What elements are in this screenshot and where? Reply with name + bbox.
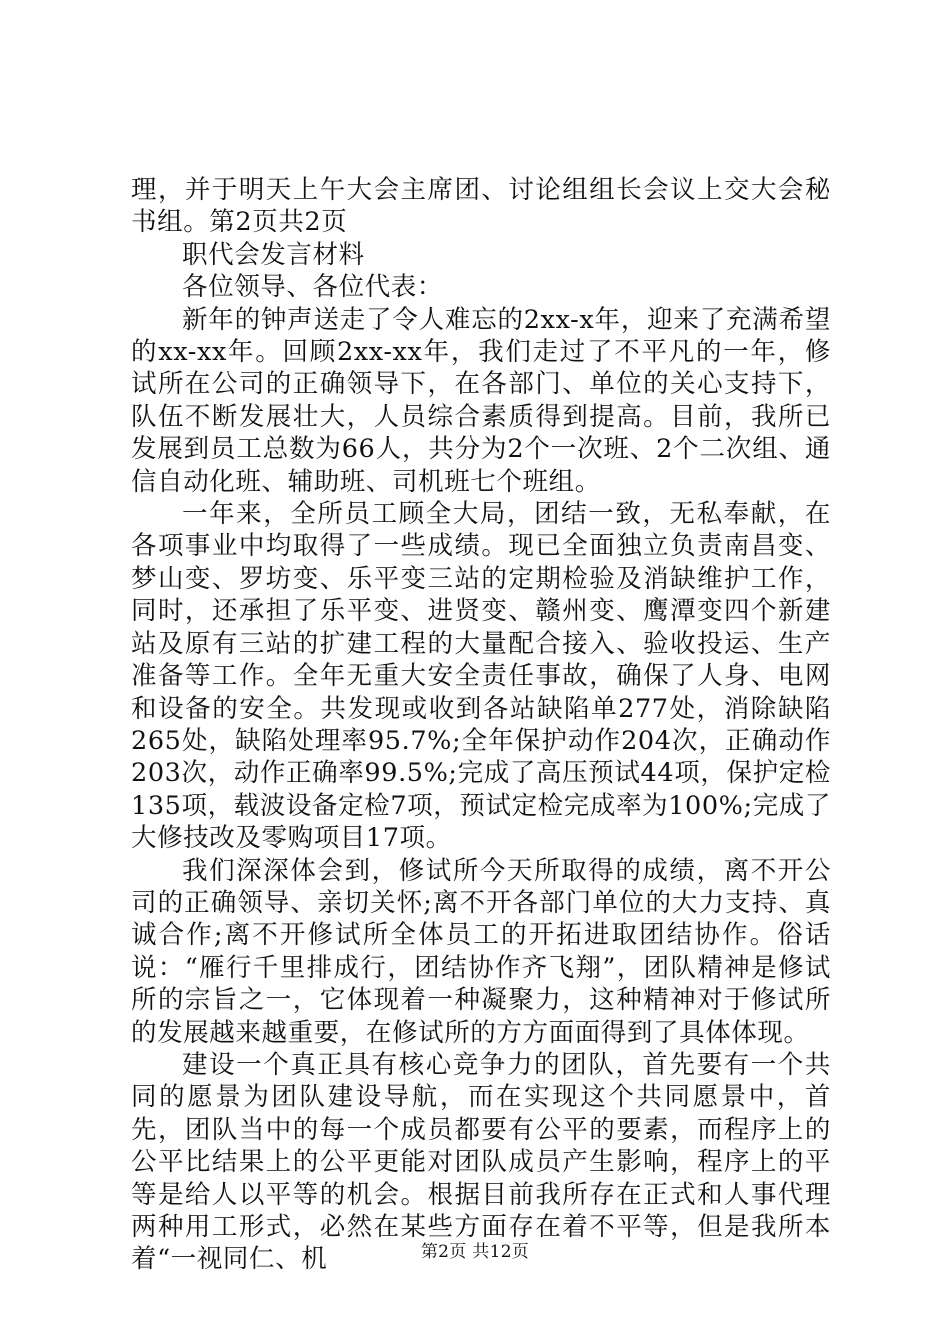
paragraph-team-building: 建设一个真正具有核心竞争力的团队，首先要有一个共同的愿景为团队建设导航，而在实现这个共同愿景中，首先，团队当中的每一个成员都要有公平的要素，而程序上的公平比结果上的公平更能对团队成员产生影响，程序上的平等是给人以平等的机会。根据目前我所存在正式和人事代理两种用工形式，必然在某些方面存在着不平等，但是我所本着“一视同仁、机 — [131, 1049, 831, 1275]
document-body — [131, 174, 831, 1276]
page-footer: 第2页 共12页 — [420, 1242, 530, 1262]
paragraph-team-spirit: 我们深深体会到，修试所今天所取得的成绩，离不开公司的正确领导、亲切关怀;离不开各部门单位的大力支持、真诚合作;离不开修试所全体员工的开拓进取团结协作。俗话说：“雁行千里排成行，团结协作齐飞翔”，团队精神是修试所的宗旨之一，它体现着一种凝聚力，这种精神对于修试所的发展越来越重要，在修试所的方方面面得到了具体体现。 — [131, 855, 831, 1048]
paragraph-continuation: 理，并于明天上午大会主席团、讨论组组长会议上交大会秘书组。第2页共2页 — [131, 175, 831, 238]
paragraph-new-year-review: 新年的钟声送走了令人难忘的2xx-x年，迎来了充满希望的xx-xx年。回顾2xx-xx年，我们走过了不平凡的一年，修试所在公司的正确领导下，在各部门、单位的关心支持下，队伍不断发展壮大，人员综合素质得到提高。目前，我所已发展到员工总数为66人，共分为2个一次班、2个二次组、通信自动化班、辅助班、司机班七个班组。 — [131, 304, 831, 497]
speech-title: 职代会发言材料 — [182, 239, 365, 270]
paragraph-achievements: 一年来，全所员工顾全大局，团结一致，无私奉献，在各项事业中均取得了一些成绩。现已全面独立负责南昌变、梦山变、罗坊变、乐平变三站的定期检验及消缺维护工作，同时，还承担了乐平变、进贤变、赣州变、鹰潭变四个新建站及原有三站的扩建工程的大量配合接入、验收投运、生产准备等工作。全年无重大安全责任事故，确保了人身、电网和设备的安全。共发现或收到各站缺陷单277处，消除缺陷265处，缺陷处理率95.7%;全年保护动作204次，正确动作203次，动作正确率99.5%;完成了高压预试44项，保护定检135项，载波设备定检7项，预试定检完成率为100%;完成了大修技改及零购项目17项。 — [131, 499, 831, 854]
salutation: 各位领导、各位代表： — [182, 272, 444, 303]
